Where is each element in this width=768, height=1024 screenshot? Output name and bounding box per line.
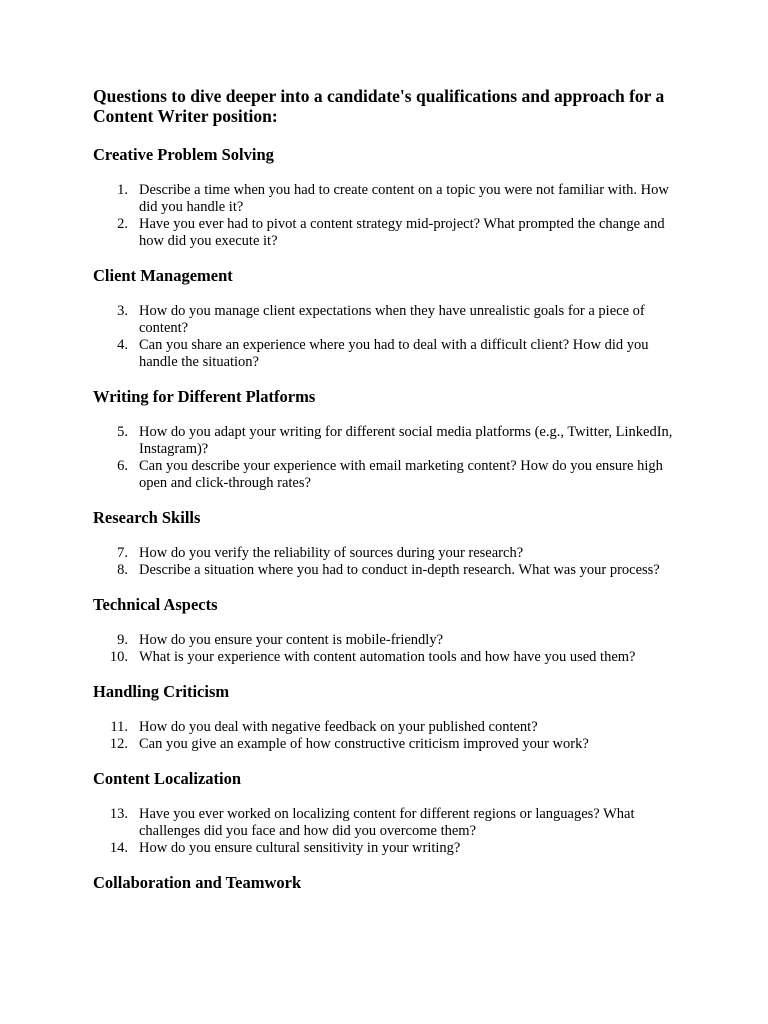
question-text: Describe a time when you had to create content on a topic you were not familiar with. How did you handle it? — [139, 182, 669, 215]
section-heading-handling-criticism: Handling Criticism — [93, 682, 230, 701]
question-text: Describe a situation where you had to conduct in-depth research. What was your process? — [139, 562, 660, 578]
question-list — [93, 424, 683, 492]
question-text: Can you share an experience where you had to deal with a difficult client? How did you handle the situation? — [139, 337, 649, 370]
question-list — [93, 545, 683, 579]
question-item — [93, 216, 683, 250]
question-item — [93, 303, 683, 337]
question-number: 9. — [117, 632, 128, 648]
section-heading-creative-problem-solving: Creative Problem Solving — [93, 145, 274, 164]
section-heading-content-localization: Content Localization — [93, 769, 242, 788]
question-text: How do you adapt your writing for different social media platforms (e.g., Twitter, LinkedIn, Instagram)? — [139, 424, 673, 457]
question-number: 10. — [109, 649, 128, 665]
question-number: 4. — [117, 337, 128, 353]
question-list — [93, 182, 683, 250]
question-text: How do you ensure cultural sensitivity in your writing? — [139, 840, 461, 856]
question-text: Can you describe your experience with email marketing content? How do you ensure high open and click-through rates? — [139, 458, 663, 491]
question-number: 5. — [117, 424, 128, 440]
document-page — [93, 86, 683, 893]
question-number: 13. — [109, 806, 128, 822]
question-item — [93, 182, 683, 216]
question-text: How do you manage client expectations when they have unrealistic goals for a piece of content? — [139, 303, 645, 336]
question-number: 14. — [109, 840, 128, 856]
question-text: How do you verify the reliability of sources during your research? — [139, 545, 524, 561]
question-number: 2. — [117, 216, 128, 232]
section-heading-writing-for-different-platforms: Writing for Different Platforms — [93, 387, 316, 406]
question-number: 11. — [110, 719, 128, 735]
question-text: What is your experience with content automation tools and how have you used them? — [139, 649, 636, 665]
section-heading-collaboration-and-teamwork: Collaboration and Teamwork — [93, 873, 302, 892]
question-list — [93, 632, 683, 666]
question-number: 12. — [109, 736, 128, 752]
question-number: 3. — [117, 303, 128, 319]
question-item — [93, 458, 683, 492]
question-item — [93, 649, 683, 666]
question-text: Have you ever worked on localizing content for different regions or languages? What challenges did you face and how did you overcome them? — [139, 806, 635, 839]
question-text: Have you ever had to pivot a content strategy mid-project? What prompted the change and how did you execute it? — [139, 216, 665, 249]
question-item — [93, 562, 683, 579]
question-item — [93, 719, 683, 736]
question-item — [93, 337, 683, 371]
question-item — [93, 424, 683, 458]
section-heading-client-management: Client Management — [93, 266, 233, 285]
question-number: 8. — [117, 562, 128, 578]
question-number: 1. — [117, 182, 128, 198]
question-list — [93, 719, 683, 753]
question-text: How do you ensure your content is mobile-friendly? — [139, 632, 444, 648]
question-list — [93, 806, 683, 857]
document-title: Questions to dive deeper into a candidate's qualifications and approach for a Content Writer position: — [93, 86, 665, 126]
question-number: 6. — [117, 458, 128, 474]
section-heading-technical-aspects: Technical Aspects — [93, 595, 218, 614]
question-item — [93, 840, 683, 857]
question-list — [93, 303, 683, 371]
question-text: How do you deal with negative feedback on your published content? — [139, 719, 538, 735]
question-number: 7. — [117, 545, 128, 561]
question-item — [93, 736, 683, 753]
question-item — [93, 632, 683, 649]
section-heading-research-skills: Research Skills — [93, 508, 201, 527]
question-text: Can you give an example of how constructive criticism improved your work? — [139, 736, 589, 752]
question-item — [93, 806, 683, 840]
question-item — [93, 545, 683, 562]
